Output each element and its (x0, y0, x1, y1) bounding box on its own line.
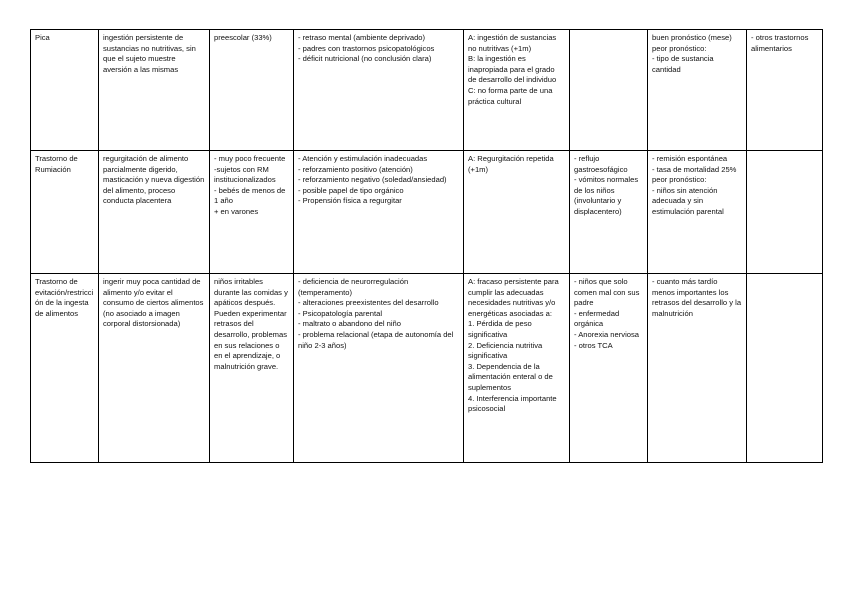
prognosis-cell (648, 151, 747, 274)
table-row-pica (31, 30, 823, 151)
cell-line: 1. Pérdida de peso significativa (468, 319, 532, 339)
cell-line: - Atención y estimulación inadecuadas (298, 154, 428, 163)
cell-line: 4. Interferencia importante psicosocial (468, 393, 557, 414)
cell-line: - posible papel de tipo orgánico (298, 185, 404, 195)
cell-line: regurgitación de alimento parcialmente digerido, masticación y nueva digestión del alimento, proceso conducta placentera (103, 154, 205, 206)
document-page (30, 29, 823, 463)
cell-line: - niños que solo comen mal con sus padre (574, 277, 640, 308)
differential-cell (570, 30, 648, 151)
cell-line: + en varones (214, 206, 259, 216)
comorbidity-cell (747, 30, 823, 151)
cell-line: - Propensión física a regurgitar (298, 196, 402, 206)
comorbidity-cell (747, 151, 823, 274)
cell-line: buen pronóstico (mese) (652, 33, 732, 42)
cell-line: - muy poco frecuente (214, 154, 286, 163)
cell-line: 2. Deficiencia nutritiva significativa (468, 340, 543, 361)
cell-line: - enfermedad orgánica (574, 308, 620, 329)
cell-line: peor pronóstico: (652, 43, 707, 53)
cell-line: - bebés de menos de 1 año (214, 185, 286, 206)
cell-line: peor pronóstico: (652, 175, 707, 185)
cell-line: A: ingestión de sustancias no nutritivas (+1m) (468, 33, 557, 53)
definition-cell (99, 151, 210, 274)
cell-line: A: Regurgitación repetida (+1m) (468, 154, 554, 174)
cell-line: B: la ingestión es inapropiada para el grado de desarrollo del individuo (468, 54, 557, 85)
cell-line: - cuanto más tardío menos importantes los retrasos del desarrollo y la malnutrición (652, 277, 742, 318)
definition-cell (99, 274, 210, 463)
cell-line: - otros TCA (574, 340, 613, 350)
cell-line: - tipo de sustancia cantidad (652, 54, 714, 74)
cell-line: Trastorno de evitación/restricción de la ingesta de alimentos (35, 277, 94, 318)
criteria-cell (464, 151, 570, 274)
cell-line: - Anorexia nerviosa (574, 329, 640, 339)
table-row-rumiacion (31, 151, 823, 274)
cell-line: preescolar (33%) (214, 33, 272, 42)
cell-line: - otros trastornos alimentarios (751, 33, 809, 53)
epidemiology-cell (210, 30, 294, 151)
criteria-cell (464, 30, 570, 151)
table-row-evitacion (31, 274, 823, 463)
cell-line: C: no forma parte de una práctica cultural (468, 85, 553, 106)
epidemiology-cell (210, 151, 294, 274)
definition-cell (99, 30, 210, 151)
disorders-table (30, 29, 823, 463)
cell-line: - reflujo gastroesofágico (574, 154, 628, 174)
cell-line: Trastorno de Rumiación (35, 154, 78, 174)
cell-line: niños irritables durante las comidas y apáticos después. Pueden experimentar retrasos del desarrollo, problemas en sus relaciones o en el aprendizaje, o malnutrición grave. (214, 277, 288, 371)
cell-line: - remisión espontánea (652, 154, 728, 163)
criteria-cell (464, 274, 570, 463)
etiology-cell (294, 151, 464, 274)
etiology-cell (294, 274, 464, 463)
cell-line: 3. Dependencia de la alimentación enteral o de suplementos (468, 361, 553, 392)
cell-line: - maltrato o abandono del niño (298, 319, 402, 329)
cell-line: ingestión persistente de sustancias no nutritivas, sin que el sujeto muestre aversión a las mismas (103, 33, 196, 74)
prognosis-cell (648, 30, 747, 151)
differential-cell (570, 151, 648, 274)
comorbidity-cell (747, 274, 823, 463)
etiology-cell (294, 30, 464, 151)
cell-line: -sujetos con RM institucionalizados (214, 164, 276, 185)
cell-line: Pica (35, 33, 50, 42)
disorder-name-cell (31, 151, 99, 274)
cell-line: - reforzamiento positivo (atención) (298, 164, 413, 174)
cell-line: - vómitos normales de los niños (involuntario y displacentero) (574, 175, 639, 216)
cell-line: - deficiencia de neurorregulación (temperamento) (298, 277, 409, 297)
table-body (31, 30, 823, 463)
disorder-name-cell (31, 30, 99, 151)
cell-line: ingerir muy poca cantidad de alimento y/o evitar el consumo de ciertos alimentos (no asociado a imagen corporal distorsionada) (103, 277, 204, 329)
cell-line: - alteraciones preexistentes del desarrollo (298, 298, 439, 308)
epidemiology-cell (210, 274, 294, 463)
cell-line: - tasa de mortalidad 25% (652, 164, 737, 174)
differential-cell (570, 274, 648, 463)
cell-line: - padres con trastornos psicopatológicos (298, 43, 435, 53)
cell-line: - niños sin atención adecuada y sin estimulación parental (652, 185, 724, 216)
cell-line: - retraso mental (ambiente deprivado) (298, 33, 426, 42)
disorder-name-cell (31, 274, 99, 463)
cell-line: - déficit nutricional (no conclusión clara) (298, 54, 432, 64)
cell-line: - reforzamiento negativo (soledad/ansiedad) (298, 175, 447, 185)
cell-line: A: fracaso persistente para cumplir las adecuadas necesidades nutritivas y/o energéticas asociadas a: (468, 277, 559, 318)
cell-line: - problema relacional (etapa de autonomía del niño 2-3 años) (298, 329, 454, 350)
cell-line: - Psicopatología parental (298, 308, 383, 318)
prognosis-cell (648, 274, 747, 463)
